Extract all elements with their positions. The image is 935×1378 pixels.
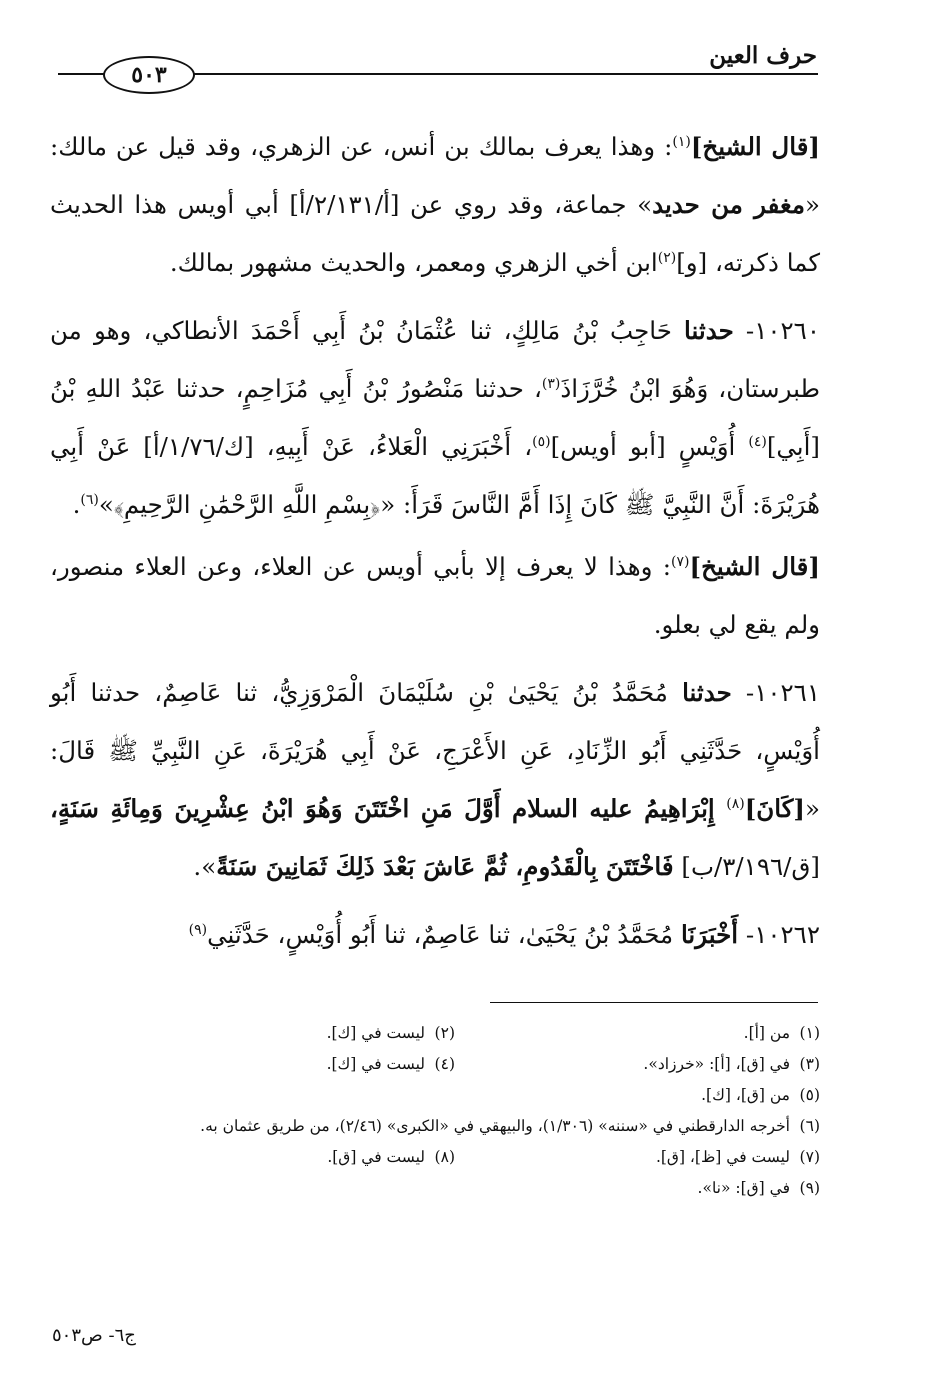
footnote-row (90, 1173, 820, 1204)
hadith-10260 (50, 302, 820, 534)
sheikh-label: [قال الشيخ] (689, 552, 820, 581)
footnote-ref-6[interactable]: (٦) (80, 491, 99, 508)
hadith-text: مُحَمَّدُ بْنُ يَحْيَىٰ بْنِ سُلَيْمَانَ الْمَرْوَزِيُّ، ثنا عَاصِمٌ، حدثنا أَبُو أُوَيْسٍ، حَدَّثَنِي أَبُو الزِّنَادِ، عَنِ الأَعْرَجِ، عَنْ أَبِي هُرَيْرَةَ، عَنِ النَّبِيِّ ﷺ قَالَ: « (50, 678, 820, 823)
footnote-number: (٧) (799, 1148, 820, 1166)
paragraph-text: » جماعة، وقد روي عن [أ/٢/١٣١/أ] أبي أويس هذا الحديث كما ذكرته، [و] (50, 190, 820, 277)
footnote-row (90, 1049, 820, 1080)
footnote-ref-8[interactable]: (٨) (726, 795, 745, 812)
footnote-text: أخرجه الدارقطني في «سننه» (١/٣٠٦)، والبيهقي في «الكبرى» (٢/٤٦)، من طريق عثمان به. (200, 1117, 790, 1135)
footnote-2 (90, 1018, 455, 1049)
footnote-3 (455, 1049, 820, 1080)
footnote-ref-5[interactable]: (٥) (532, 433, 551, 450)
hadith-matn: إِبْرَاهِيمُ عليه السلام أَوَّلَ مَنِ اخْتَتَنَ وَهُوَ ابْنُ عِشْرِينَ وَمِائَةِ سَنَةٍ، (50, 794, 727, 823)
hadith-text: حَاجِبُ بْنُ مَالِكٍ، ثنا عُثْمَانُ بْنُ أَبِي أَحْمَدَ الأنطاكي، وهو من طبرستان، وَهُوَ ابْنُ خُرَّزَاذَ (50, 316, 820, 403)
hadith-matn: [كَانَ] (744, 794, 805, 823)
footnote-number: (٣) (799, 1055, 820, 1073)
footnote-number: (٥) (799, 1086, 820, 1104)
footnote-text: ليست في [ق]. (327, 1148, 425, 1166)
bold-phrase: مغفر من حديد (652, 190, 806, 219)
footnote-number: (٦) (799, 1117, 820, 1135)
footnote-4 (90, 1049, 455, 1080)
footnote-row (90, 1018, 820, 1049)
paragraph-text: ابن أخي الزهري ومعمر، والحديث مشهور بمالك. (169, 248, 658, 277)
narration-verb: حدثنا (684, 316, 734, 345)
hadith-10261 (50, 664, 820, 896)
footnote-separator (490, 1002, 818, 1003)
footnote-text: ليست في [ك]. (326, 1024, 425, 1042)
footnote-row (90, 1111, 820, 1142)
main-text (50, 118, 820, 974)
hadith-text: أُوَيْسٍ [أبو أويس] (550, 432, 749, 461)
footnote-8 (90, 1142, 455, 1173)
paragraph-sheikh-comment-1 (50, 118, 820, 292)
footnote-ref-1[interactable]: (١) (672, 133, 691, 150)
hadith-text: مُحَمَّدُ بْنُ يَحْيَىٰ، ثنا عَاصِمٌ، ثنا أَبُو أُوَيْسٍ، حَدَّثَنِي (207, 920, 681, 949)
hadith-text: ، حدثنا مَنْصُورُ بْنُ أَبِي مُزَاحِمٍ، حدثنا عَبْدُ اللهِ بْنُ [أَبِي] (50, 374, 820, 461)
hadith-number: ١٠٢٦٢- (738, 920, 820, 949)
footnote-text: ليست في [ك]. (326, 1055, 425, 1073)
paragraph-text: : وهذا لا يعرف إلا بأبي أويس عن العلاء، وعن العلاء منصور، ولم يقع لي بعلو. (50, 552, 820, 639)
footnote-7 (455, 1142, 820, 1173)
footnote-text: من [ق]، [ك]. (701, 1086, 790, 1104)
footnote-5 (408, 1080, 820, 1111)
volume-page-reference: ج٦- ص٥٠٣ (52, 1325, 136, 1346)
footnote-ref-4[interactable]: (٤) (748, 433, 767, 450)
footnote-row (90, 1142, 820, 1173)
footnote-number: (٩) (799, 1179, 820, 1197)
footnote-text: في [ق]، [أ]: «خرزاد». (643, 1055, 790, 1073)
footnote-ref-9[interactable]: (٩) (188, 921, 208, 938)
footnote-1 (455, 1018, 820, 1049)
footnote-number: (١) (799, 1024, 820, 1042)
hadith-number: ١٠٢٦١- (731, 678, 820, 707)
footnote-number: (٢) (434, 1024, 455, 1042)
footnote-6 (90, 1111, 820, 1142)
hadith-text: ». (193, 852, 217, 881)
footnote-number: (٨) (434, 1148, 455, 1166)
footnote-text: ليست في [ظ]، [ق]. (655, 1148, 790, 1166)
footnote-text: من [أ]. (743, 1024, 790, 1042)
narration-verb: حدثنا (682, 678, 732, 707)
footnote-ref-2[interactable]: (٢) (657, 249, 677, 266)
sheikh-label: [قال الشيخ] (690, 132, 821, 161)
hadith-number: ١٠٢٦٠- (733, 316, 820, 345)
footnote-ref-7[interactable]: (٧) (671, 553, 690, 570)
narration-verb: أَخْبَرَنَا (680, 920, 739, 949)
hadith-text: ، أَخْبَرَنِي الْعَلاءُ، عَنْ أَبِيهِ، [ك/١/٧٦/أ] عَنْ أَبِي هُرَيْرَةَ: أَنَّ النَّبِيَّ ﷺ كَانَ إِذَا أَمَّ النَّاسَ قَرَأَ: «﴿بِسْمِ اللَّهِ الرَّحْمَٰنِ الرَّحِيمِ﴾» (50, 432, 820, 519)
hadith-10262 (50, 906, 820, 964)
page-number-badge: ٥٠٣ (103, 56, 195, 94)
footnote-number: (٤) (434, 1055, 455, 1073)
footnote-ref-3[interactable]: (٣) (541, 375, 561, 392)
footnote-row (90, 1080, 820, 1111)
manuscript-ref: [ق/٣/١٩٦/ب] (673, 852, 820, 881)
hadith-matn: فَاخْتَتَنَ بِالْقَدُومِ، ثُمَّ عَاشَ بَعْدَ ذَلِكَ ثَمَانِينَ سَنَةً (216, 852, 674, 881)
hadith-text: . (72, 490, 81, 519)
footnote-text: في [ق]: «نا». (697, 1179, 790, 1197)
footnote-9 (408, 1173, 820, 1204)
paragraph-sheikh-comment-2 (50, 538, 820, 654)
footnotes (90, 1018, 820, 1204)
paragraph-text: : وهذا يعرف بمالك بن أنس، عن الزهري، وقد قيل عن مالك: « (50, 132, 821, 219)
running-header-title: حرف العين (709, 42, 817, 69)
